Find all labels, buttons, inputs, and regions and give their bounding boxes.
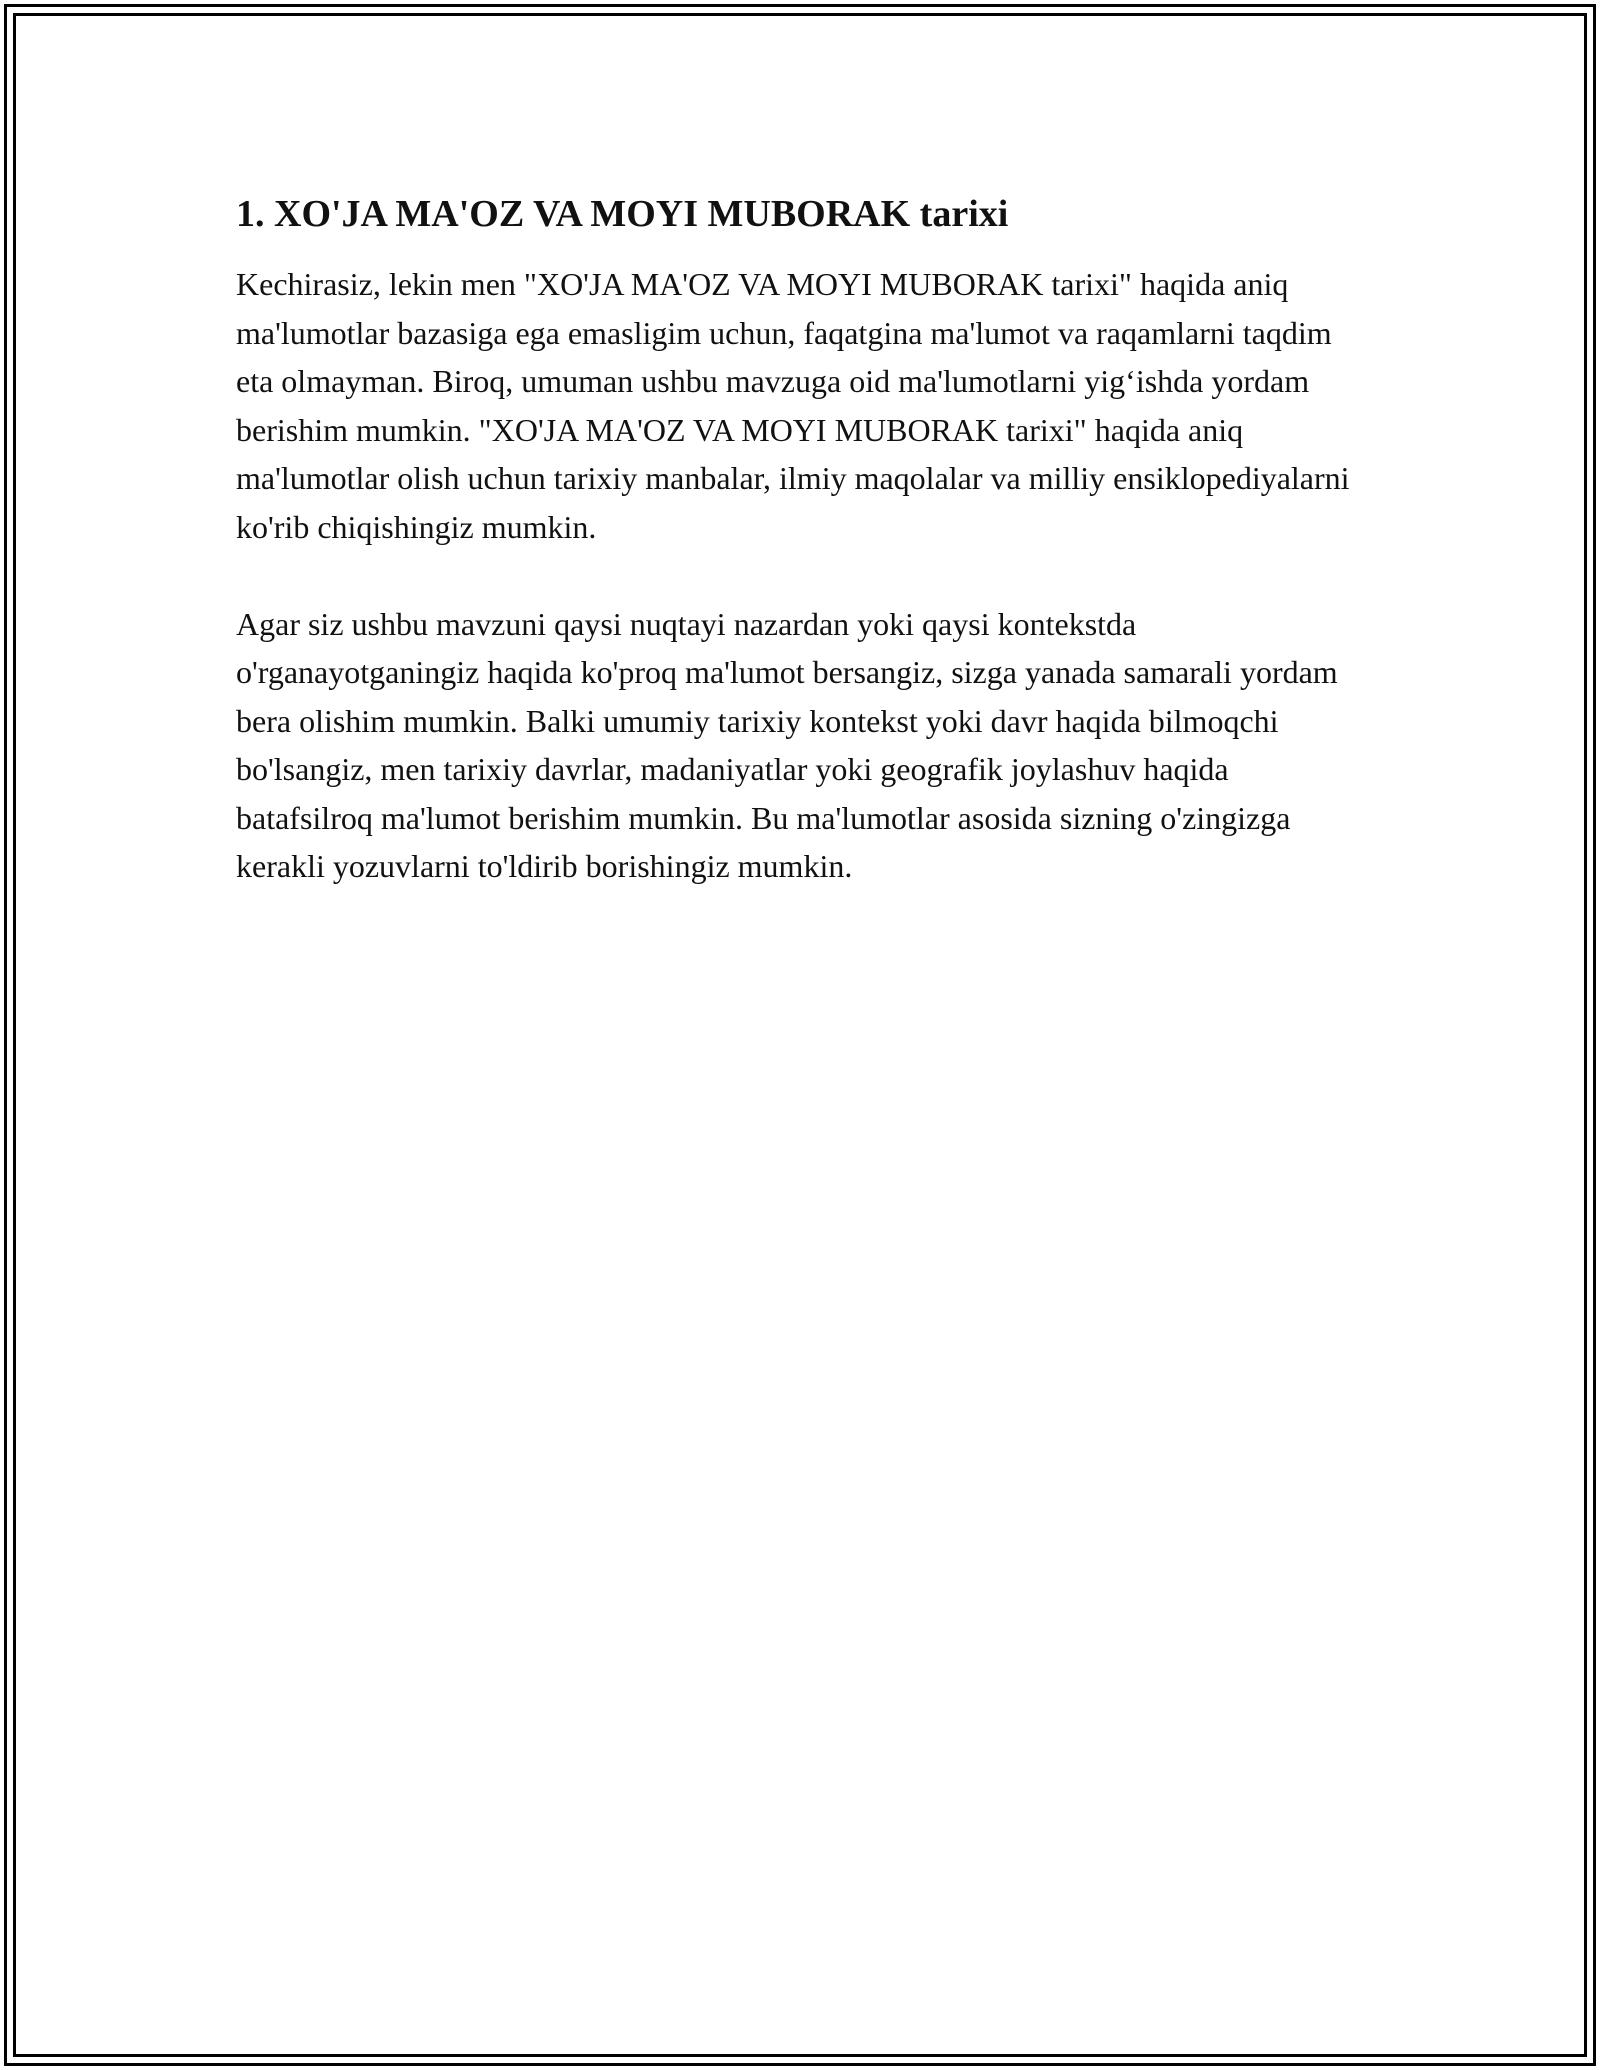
document-content <box>236 186 1366 891</box>
paragraph-2: Agar siz ushbu mavzuni qaysi nuqtayi nazardan yoki qaysi kontekstda o'rganayotganingiz haqida ko'proq ma'lumot bersangiz, sizga yanada samarali yordam bera olishim mumkin. Balki umumiy tarixiy kontekst yoki davr haqida bilmoqchi bo'lsangiz, men tarixiy davrlar, madaniyatlar yoki geografik joylashuv haqida batafsilroq ma'lumot berishim mumkin. Bu ma'lumotlar asosida sizning o'zingizga kerakli yozuvlarni to'ldirib borishingiz mumkin. <box>236 605 1338 884</box>
document-heading: 1. XO'JA MA'OZ VA MOYI MUBORAK tarixi <box>236 193 1009 235</box>
paragraph-1: Kechirasiz, lekin men "XO'JA MA'OZ VA MOYI MUBORAK tarixi" haqida aniq ma'lumotlar bazasiga ega emasligim uchun, faqatgina ma'lumot va raqamlarni taqdim eta olmayman. Biroq, umuman ushbu mavzuga oid ma'lumotlarni yig‘ishda yordam berishim mumkin. "XO'JA MA'OZ VA MOYI MUBORAK tarixi" haqida aniq ma'lumotlar olish uchun tarixiy manbalar, ilmiy maqolalar va milliy ensiklopediyalarni ko'rib chiqishingiz mumkin. <box>236 266 1350 545</box>
